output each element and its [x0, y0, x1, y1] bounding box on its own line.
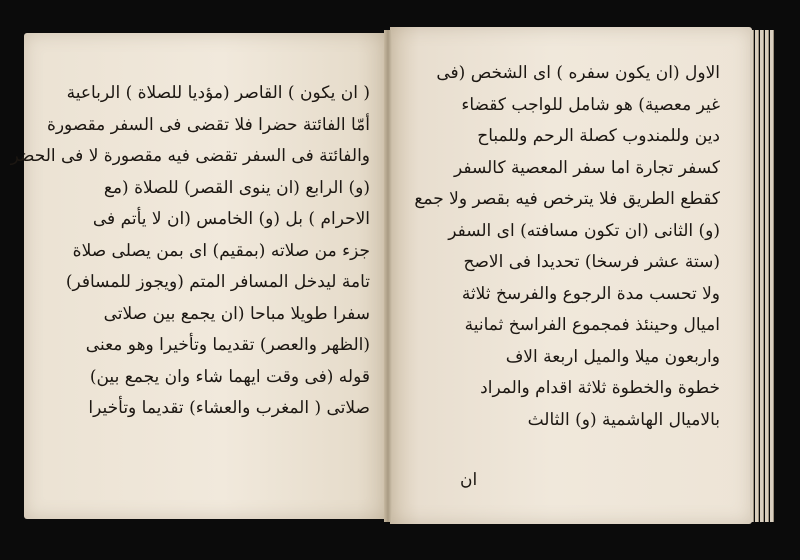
- text-line: واربعون ميلا والميل اربعة الاف: [505, 346, 720, 367]
- text-line: بالاميال الهاشمية (و) الثالث: [527, 409, 720, 430]
- text-line: (الظهر والعصر) تقديما وتأخيرا وهو معنى: [85, 335, 370, 355]
- text-line: جزء من صلاته (بمقيم) اى بمن يصلى صلاة: [72, 240, 370, 261]
- text-line: دين وللمندوب كصلة الرحم وللمباح: [477, 126, 720, 146]
- text-line: الاحرام ) بل (و) الخامس (ان لا يأتم فى: [92, 209, 370, 229]
- book-gutter: [384, 30, 392, 522]
- text-line: (و) الرابع (ان ينوى القصر) للصلاة (مع: [103, 177, 370, 198]
- text-line: أمّا الفائتة حضرا فلا تقضى فى السفر مقصورة: [46, 114, 370, 135]
- text-line: تامة ليدخل المسافر المتم (ويجوز للمسافر): [65, 272, 370, 292]
- text-line: كقطع الطريق فلا يترخص فيه بقصر ولا جمع: [414, 189, 720, 209]
- text-line: (ستة عشر فرسخا) تحديدا فى الاصح: [463, 252, 720, 272]
- text-line: ولا تحسب مدة الرجوع والفرسخ ثلاثة: [461, 283, 720, 304]
- right-page-text: [414, 58, 720, 436]
- text-line: ( ان يكون ) القاصر (مؤديا للصلاة ) الرباعية: [66, 83, 370, 103]
- text-line: قوله (فى وقت ايهما شاء وان يجمع بين): [89, 366, 370, 387]
- text-line: اميال وحينئذ فمجموع الفراسخ ثمانية: [464, 315, 720, 335]
- left-page-text: [10, 78, 370, 425]
- text-line: سفرا طويلا مباحا (ان يجمع بين صلاتى: [103, 303, 370, 324]
- text-line: كسفر تجارة اما سفر المعصية كالسفر: [453, 157, 720, 178]
- text-line: (و) الثانى (ان تكون مسافته) اى السفر: [448, 220, 720, 241]
- page-edges: [750, 30, 776, 522]
- text-line: خطوة والخطوة ثلاثة اقدام والمراد: [480, 378, 720, 398]
- text-line: غير معصية) هو شامل للواجب كقضاء: [461, 94, 720, 115]
- text-line: الاول (ان يكون سفره ) اى الشخص (فى: [436, 63, 720, 83]
- text-line: والفائتة فى السفر تقضى فيه مقصورة لا فى الحضر: [10, 146, 370, 166]
- catchword: ان: [460, 470, 478, 490]
- text-line: صلاتى ( المغرب والعشاء) تقديما وتأخيرا: [88, 398, 370, 418]
